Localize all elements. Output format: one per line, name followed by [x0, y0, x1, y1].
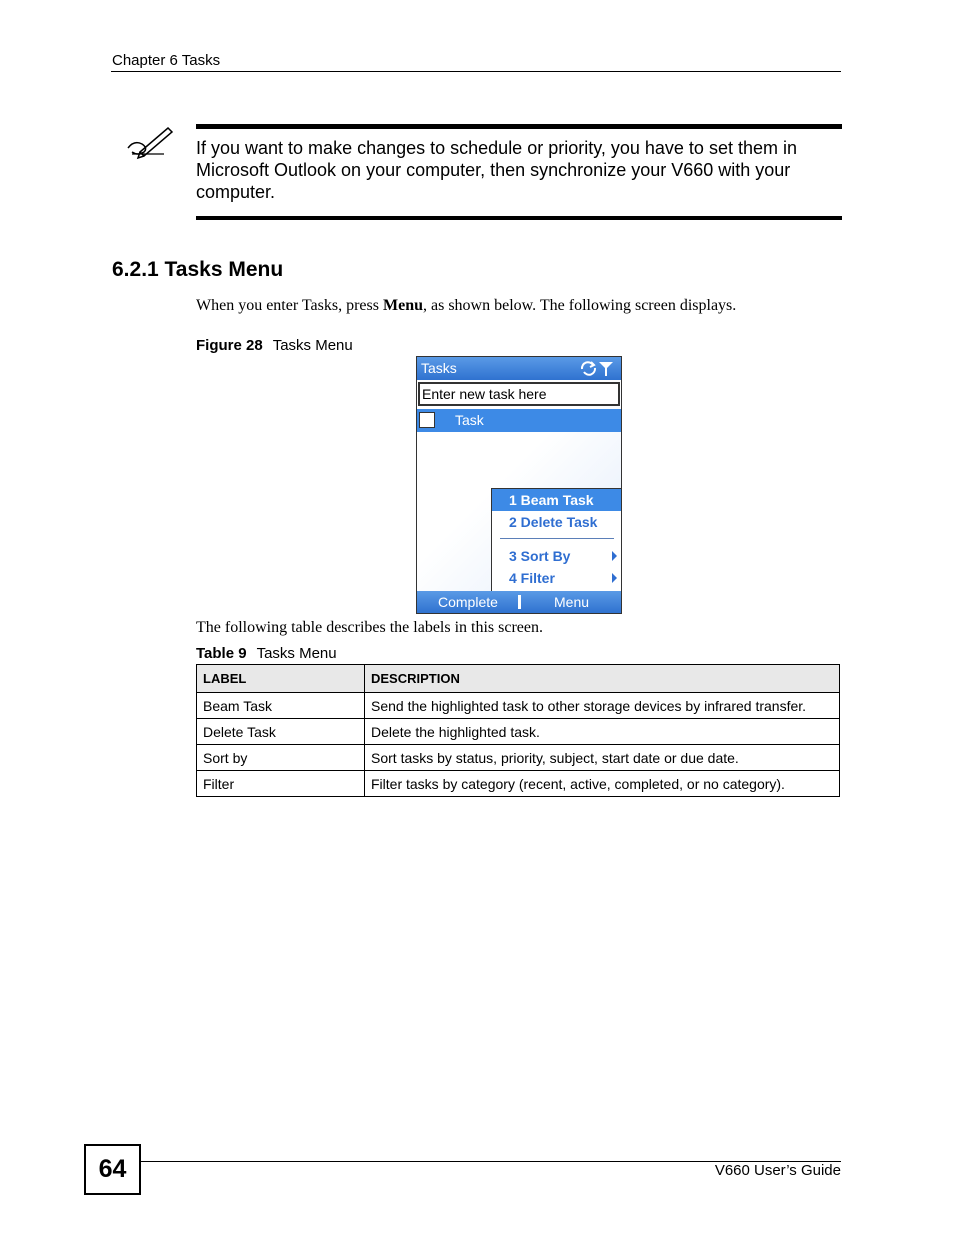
menu-item-filter[interactable] — [492, 567, 622, 589]
column-header-description: DESCRIPTION — [365, 665, 840, 693]
note-bottom-rule — [196, 216, 842, 220]
submenu-arrow-icon — [612, 551, 617, 561]
menu-separator — [500, 538, 614, 539]
figure-title: Tasks Menu — [272, 337, 353, 354]
phone-screen — [416, 356, 622, 614]
menu-item-beam-task[interactable]: 1 Beam Task — [492, 489, 622, 511]
intro-text-1: When you enter Tasks, press — [196, 297, 383, 314]
cell-description: Sort tasks by status, priority, subject, start date or due date. — [365, 745, 840, 771]
menu-item-sort-by[interactable] — [492, 545, 622, 567]
softkey-menu[interactable]: Menu — [554, 594, 590, 610]
table-intro: The following table describes the labels in this screen. — [196, 619, 544, 636]
cell-description: Delete the highlighted task. — [365, 719, 840, 745]
sync-signal-icon — [579, 359, 615, 377]
new-task-input[interactable]: Enter new task here — [418, 382, 620, 406]
figure-label: Figure 28 — [196, 337, 263, 354]
intro-text-2: , as shown below. The following screen displays. — [422, 297, 737, 314]
table-label: Table 9 — [196, 645, 247, 662]
sort-by-label: 3 Sort By — [509, 548, 571, 564]
table-caption — [196, 645, 337, 662]
header-divider — [111, 71, 841, 72]
cell-label: Filter — [197, 771, 365, 797]
table-title: Tasks Menu — [256, 645, 337, 662]
intro-bold: Menu — [382, 297, 423, 314]
cell-label: Sort by — [197, 745, 365, 771]
intro-paragraph — [196, 297, 736, 315]
chapter-header: Chapter 6 Tasks — [112, 52, 221, 69]
table-header-row — [197, 665, 840, 693]
table-row — [197, 693, 840, 719]
page-number: 64 — [84, 1144, 141, 1195]
task-label: Task — [455, 412, 484, 428]
softkey-complete[interactable]: Complete — [438, 594, 498, 610]
section-title: 6.2.1 Tasks Menu — [112, 258, 284, 281]
submenu-arrow-icon — [612, 573, 617, 583]
task-row[interactable] — [417, 409, 621, 432]
task-checkbox[interactable] — [419, 412, 435, 428]
cell-description: Filter tasks by category (recent, active, completed, or no category). — [365, 771, 840, 797]
cell-description: Send the highlighted task to other storage devices by infrared transfer. — [365, 693, 840, 719]
context-menu — [491, 488, 622, 592]
guide-title: V660 User’s Guide — [714, 1162, 841, 1179]
figure-caption — [196, 337, 353, 354]
note-top-rule — [196, 124, 842, 129]
pen-note-icon — [124, 122, 176, 160]
phone-title-bar — [417, 357, 621, 380]
table-row — [197, 745, 840, 771]
column-header-label: LABEL — [197, 665, 365, 693]
menu-item-delete-task[interactable]: 2 Delete Task — [509, 514, 598, 530]
labels-table — [196, 664, 840, 797]
filter-label: 4 Filter — [509, 570, 555, 586]
note-text: If you want to make changes to schedule or priority, you have to set them in Microsoft Outlook on your computer, then synchronize your V660 with your computer. — [196, 138, 797, 202]
cell-label: Beam Task — [197, 693, 365, 719]
phone-title: Tasks — [421, 360, 457, 376]
table-row — [197, 771, 840, 797]
softkey-bar — [417, 591, 621, 613]
cell-label: Delete Task — [197, 719, 365, 745]
keyboard-icon[interactable] — [518, 595, 521, 609]
table-row — [197, 719, 840, 745]
